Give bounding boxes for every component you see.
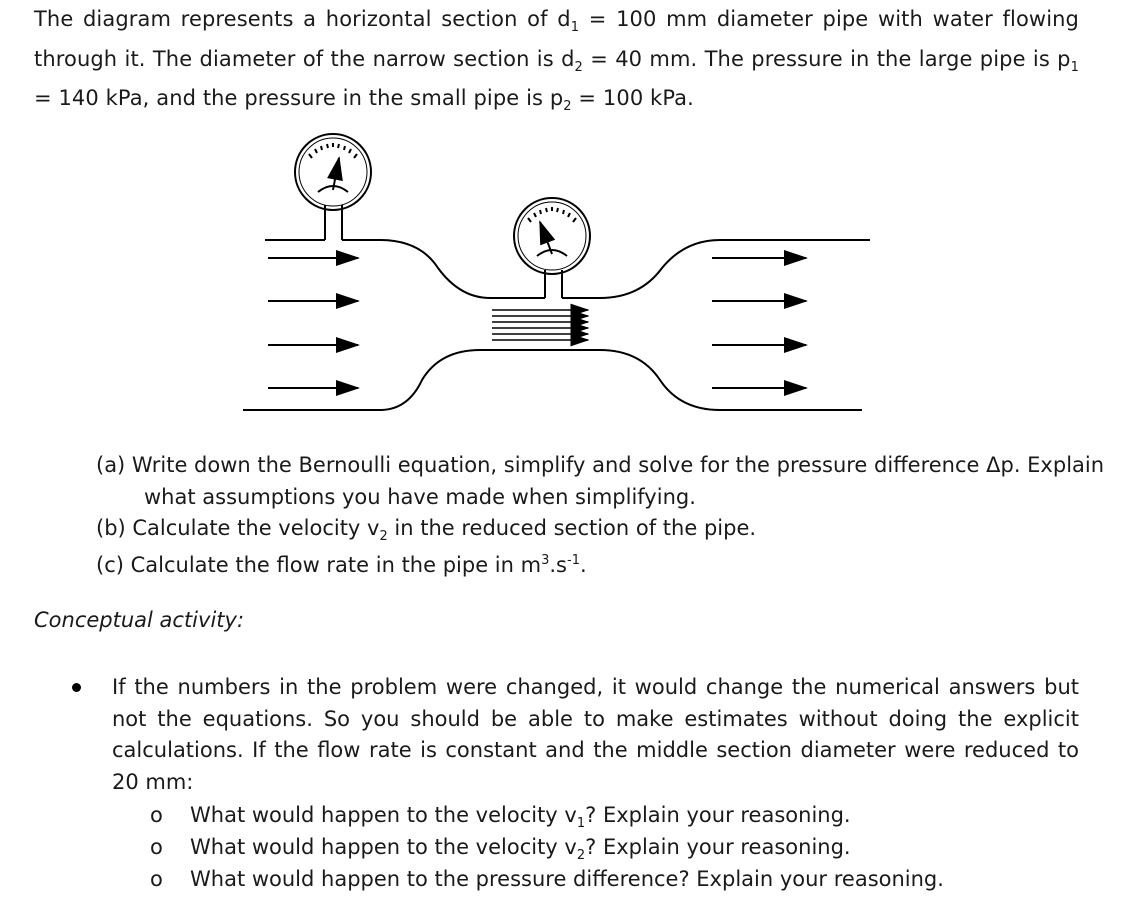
flow-arrows-inlet (268, 258, 358, 388)
conceptual-heading: Conceptual activity: (34, 608, 245, 632)
sub-question-1: o What would happen to the velocity $v_1$? Explain your reasoning. (150, 800, 851, 840)
sub-question-2: o What would happen to the velocity $v_2$? Explain your reasoning. (150, 832, 851, 872)
hollow-bullet-icon: o (150, 867, 163, 891)
flow-arrows-throat (492, 310, 588, 340)
venturi-pipe-diagram (0, 120, 1145, 420)
gauge-2-ticks (528, 207, 576, 222)
pipe-bottom-wall (243, 350, 862, 410)
conceptual-paragraph: If the numbers in the problem were changed, it would change the numerical answers but not the equations. So you should be able to make estimates without doing the explicit calculations. If the flow rate is constant and the middle section diameter were reduced to 20 mm: (112, 675, 1079, 794)
hollow-bullet-icon: o (150, 803, 163, 827)
bullet-icon (72, 683, 81, 692)
sub-question-3: o What would happen to the pressure difference? Explain your reasoning. (150, 864, 944, 896)
question-a: (a) Write down the Bernoulli equation, simplify and solve for the pressure difference Δp. Explain what assumptions you have made when simplifying. (96, 453, 1105, 509)
problem-statement: The diagram represents a horizontal section of $d_1 = 100$ mm diameter pipe with water flowing through it. The diameter of the narrow section is $d_2 = 40$ mm. The pressure in the large pipe is $p_1 = 140$ kPa, and the pressure in the small pipe is $p_2 = 100$ kPa. (34, 7, 1079, 115)
question-c: (c) Calculate the flow rate in the pipe in $m^3.s^{-1}$. (96, 553, 587, 577)
gauge-1-ticks (309, 143, 357, 158)
hollow-bullet-icon: o (150, 835, 163, 859)
pipe-top-wall (265, 240, 870, 298)
flow-arrows-outlet (712, 258, 806, 388)
question-b: (b) Calculate the velocity $v_2$ in the reduced section of the pipe. (96, 516, 757, 545)
